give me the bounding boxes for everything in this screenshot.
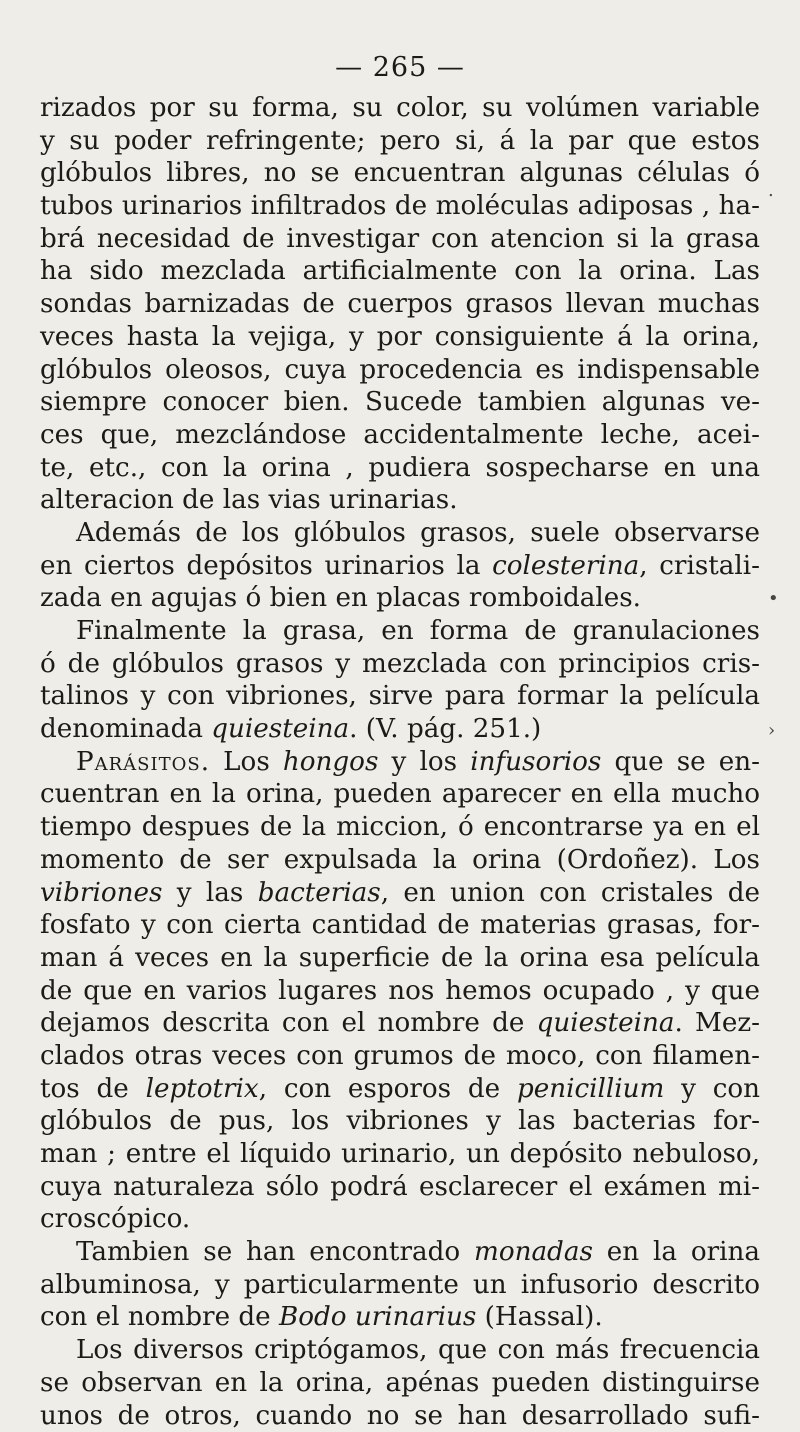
text-run: . (V. pág. 251.) (349, 714, 541, 744)
text-line: Finalmente la grasa, en forma de granulaciones (40, 615, 760, 648)
text-run: y con (664, 1074, 760, 1104)
text-line: man ; entre el líquido urinario, un depósito nebuloso, (40, 1138, 760, 1171)
text-run: con el nombre de (40, 1302, 279, 1332)
text-line (40, 746, 760, 779)
text-run: y los (378, 747, 470, 777)
text-line: veces hasta la vejiga, y por consiguiente á la orina, (40, 321, 760, 354)
italic-term: bacterias (258, 878, 381, 908)
italic-term: leptotrix (146, 1074, 259, 1104)
text-line: unos de otros, cuando no se han desarrollado sufi- (40, 1400, 760, 1432)
text-line: tubos urinarios infiltrados de moléculas adiposas , ha- (40, 190, 760, 223)
text-run: , con esporos de (259, 1074, 517, 1104)
text-line: Los diversos criptógamos, que con más frecuencia (40, 1334, 760, 1367)
italic-term: penicillium (517, 1074, 664, 1104)
text-line: ces que, mezclándose accidentalmente leche, acei- (40, 419, 760, 452)
text-run: denominada (40, 714, 211, 744)
text-line (40, 713, 760, 746)
text-line: fosfato y con cierta cantidad de materias grasas, for- (40, 909, 760, 942)
text-line: te, etc., con la orina , pudiera sospecharse en una (40, 452, 760, 485)
text-run: (Hassal). (476, 1302, 602, 1332)
text-line: clados otras veces con grumos de moco, con filamen- (40, 1040, 760, 1073)
text-run: en ciertos depósitos urinarios la (40, 551, 492, 581)
text-line: albuminosa, y particularmente un infusorio descrito (40, 1269, 760, 1302)
italic-term: quiesteina (537, 1008, 675, 1038)
italic-term: monadas (474, 1237, 593, 1267)
text-line: glóbulos oleosos, cuya procedencia es indispensable (40, 354, 760, 387)
text-line: glóbulos libres, no se encuentran algunas células ó (40, 157, 760, 190)
text-run: , cristali- (639, 551, 760, 581)
text-line: zada en agujas ó bien en placas romboidales. (40, 582, 760, 615)
text-run: Tambien se han encontrado (76, 1237, 474, 1267)
margin-dot: • (768, 588, 779, 609)
text-line (40, 1007, 760, 1040)
text-line: siempre conocer bien. Sucede tambien algunas ve- (40, 386, 760, 419)
text-line (40, 877, 760, 910)
text-run: . Mez- (674, 1008, 760, 1038)
text-line (40, 1301, 760, 1334)
italic-term: quiesteina (211, 714, 349, 744)
text-line: man á veces en la superficie de la orina esa película (40, 942, 760, 975)
text-run: en la orina (593, 1237, 760, 1267)
text-line: momento de ser expulsada la orina (Ordoñez). Los (40, 844, 760, 877)
italic-term: vibriones (40, 878, 162, 908)
text-line: de que en varios lugares nos hemos ocupado , y que (40, 975, 760, 1008)
text-line: y su poder refringente; pero si, á la par que estos (40, 125, 760, 158)
text-line (40, 1073, 760, 1106)
text-line: talinos y con vibriones, sirve para formar la película (40, 680, 760, 713)
text-line: ó de glóbulos grasos y mezclada con principios cris- (40, 648, 760, 681)
text-run: , en union con cristales de (381, 878, 760, 908)
italic-term: Bodo urinarius (279, 1302, 476, 1332)
text-line: glóbulos de pus, los vibriones y las bacterias for- (40, 1105, 760, 1138)
text-run: dejamos descrita con el nombre de (40, 1008, 537, 1038)
text-run: Los (210, 747, 283, 777)
text-line: cuya naturaleza sólo podrá esclarecer el exámen mi- (40, 1171, 760, 1204)
text-line: croscópico. (40, 1203, 760, 1236)
text-line: brá necesidad de investigar con atencion si la grasa (40, 223, 760, 256)
text-line: rizados por su forma, su color, su volúmen variable (40, 92, 760, 125)
text-run: que se en- (601, 747, 760, 777)
italic-term: infusorios (470, 747, 601, 777)
text-line: sondas barnizadas de cuerpos grasos llevan muchas (40, 288, 760, 321)
text-line: alteracion de las vias urinarias. (40, 484, 760, 517)
text-run: y las (162, 878, 257, 908)
text-line (40, 550, 760, 583)
italic-term: colesterina (492, 551, 639, 581)
text-line: cuentran en la orina, pueden aparecer en ella mucho (40, 778, 760, 811)
text-line: tiempo despues de la miccion, ó encontrarse ya en el (40, 811, 760, 844)
margin-dot: . (768, 180, 774, 201)
section-heading: Parásitos. (76, 747, 210, 777)
body-text (40, 92, 760, 1432)
italic-term: hongos (283, 747, 378, 777)
margin-dot: › (768, 720, 775, 741)
text-line (40, 1236, 760, 1269)
text-line: se observan en la orina, apénas pueden distinguirse (40, 1367, 760, 1400)
text-run: tos de (40, 1074, 146, 1104)
page-number: — 265 — (0, 52, 800, 83)
text-line: Además de los glóbulos grasos, suele observarse (40, 517, 760, 550)
text-line: ha sido mezclada artificialmente con la orina. Las (40, 255, 760, 288)
